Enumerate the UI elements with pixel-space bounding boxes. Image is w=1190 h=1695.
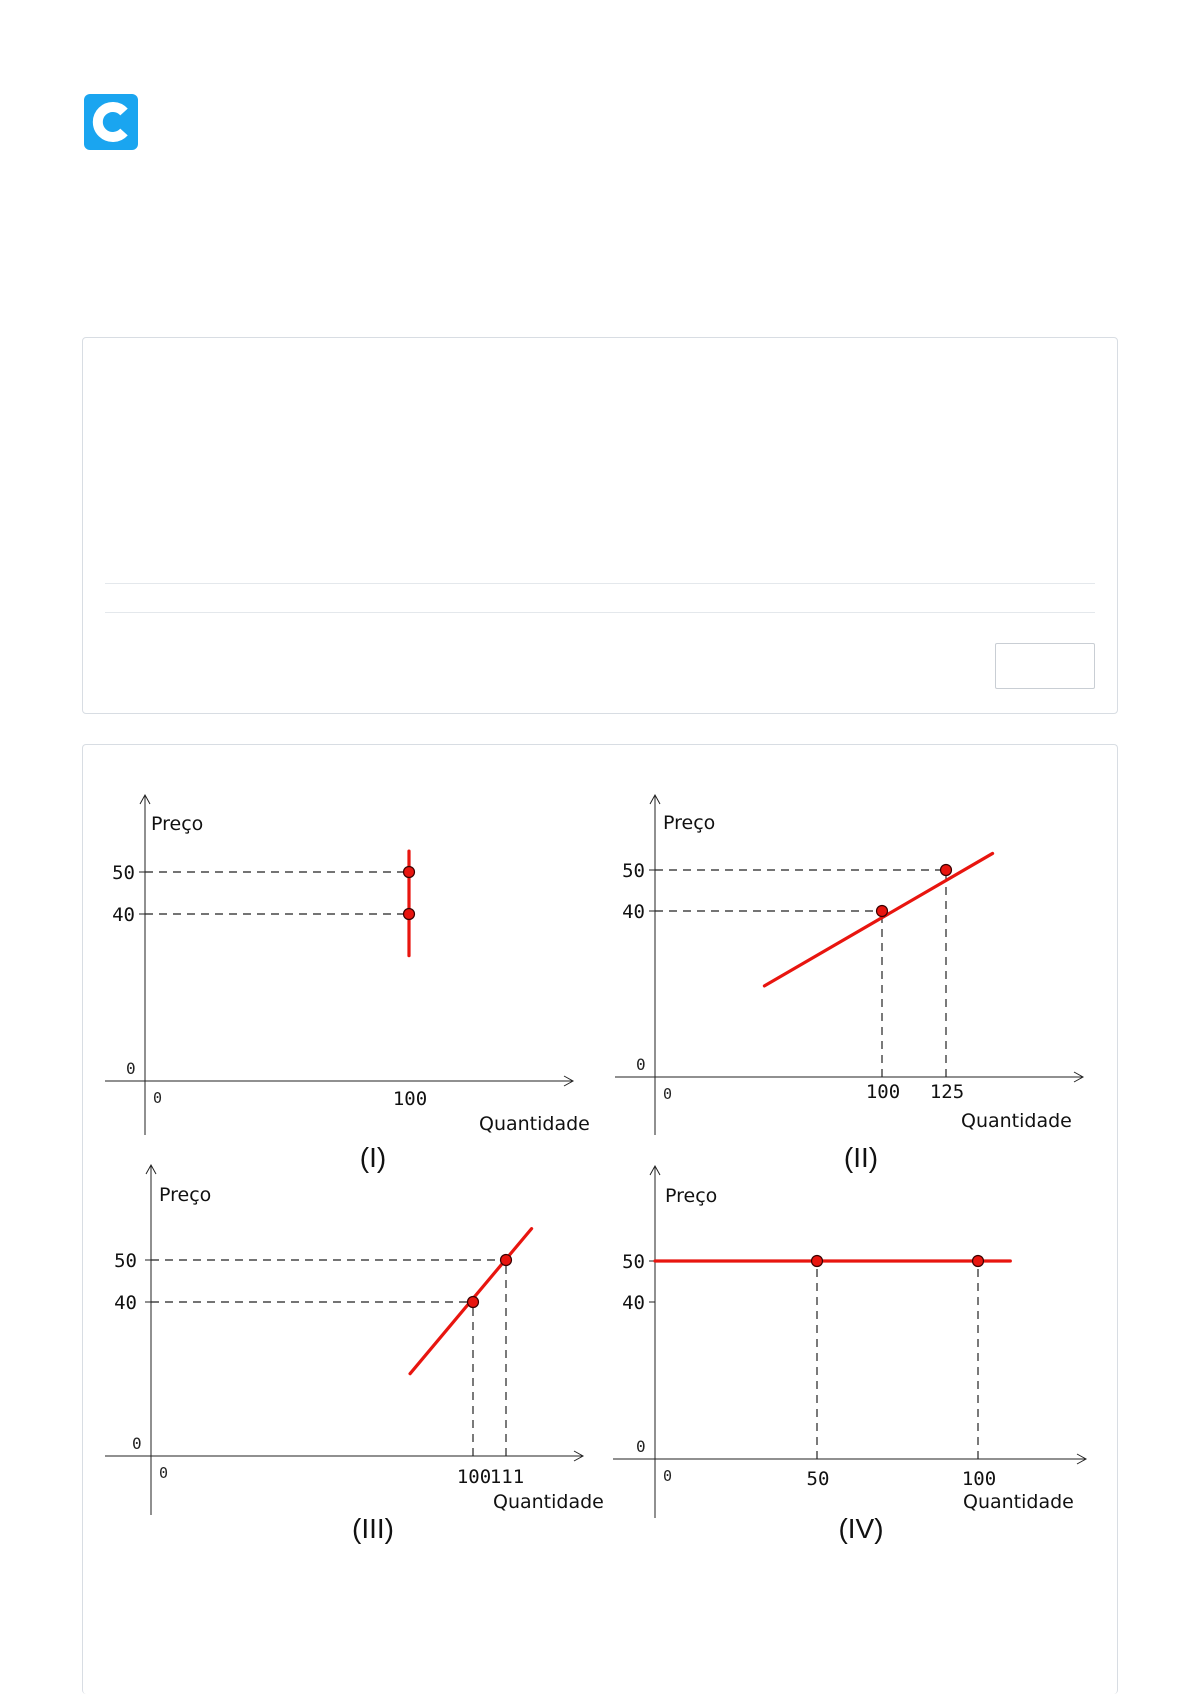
data-point	[973, 1256, 984, 1267]
origin-y-label: 0	[132, 1434, 142, 1453]
chart-caption: (II)	[843, 1142, 879, 1173]
x-tick-label: 50	[806, 1468, 830, 1490]
chart-caption: (IV)	[838, 1513, 884, 1544]
supply-curve	[764, 853, 992, 985]
x-axis-title: Quantidade	[479, 1113, 590, 1135]
divider-bottom	[105, 612, 1095, 613]
origin-y-label: 0	[636, 1055, 646, 1074]
answer-button[interactable]	[995, 643, 1095, 689]
origin-x-label: 0	[159, 1464, 169, 1482]
y-tick-label: 40	[112, 904, 135, 926]
chart-panel-3	[105, 1165, 604, 1544]
y-tick-label: 40	[622, 1292, 645, 1314]
y-axis-title: Preço	[663, 812, 716, 834]
question-card	[82, 337, 1118, 714]
data-point	[941, 865, 952, 876]
x-axis-title: Quantidade	[961, 1110, 1072, 1132]
y-axis-title: Preço	[151, 813, 204, 835]
x-tick-label: 111	[489, 1466, 525, 1488]
x-tick-label: 125	[929, 1081, 965, 1103]
y-tick-label: 40	[114, 1292, 137, 1314]
c-logo-icon	[84, 94, 138, 150]
y-tick-label: 50	[112, 862, 135, 884]
origin-x-label: 0	[153, 1089, 163, 1107]
y-axis-title: Preço	[665, 1185, 718, 1207]
data-point	[468, 1297, 479, 1308]
data-point	[812, 1256, 823, 1267]
supply-charts	[83, 745, 1119, 1695]
y-tick-label: 50	[622, 860, 645, 882]
divider-top	[105, 583, 1095, 584]
x-tick-label: 100	[865, 1081, 901, 1103]
y-axis-title: Preço	[159, 1184, 212, 1206]
x-tick-label: 100	[392, 1088, 428, 1110]
y-tick-label: 50	[622, 1251, 645, 1273]
chart-panel-2	[615, 795, 1083, 1173]
origin-x-label: 0	[663, 1467, 673, 1485]
origin-y-label: 0	[126, 1059, 136, 1078]
x-axis-title: Quantidade	[493, 1491, 604, 1513]
origin-x-label: 0	[663, 1085, 673, 1103]
data-point	[404, 909, 415, 920]
data-point	[404, 867, 415, 878]
chart-panel-1	[105, 795, 590, 1173]
origin-y-label: 0	[636, 1437, 646, 1456]
data-point	[877, 906, 888, 917]
chart-caption: (III)	[352, 1513, 394, 1544]
charts-card	[82, 744, 1118, 1694]
x-axis-title: Quantidade	[963, 1491, 1074, 1513]
x-tick-label: 100	[961, 1468, 997, 1490]
chart-caption: (I)	[359, 1142, 387, 1173]
data-point	[501, 1255, 512, 1266]
y-tick-label: 50	[114, 1250, 137, 1272]
y-tick-label: 40	[622, 901, 645, 923]
x-tick-label: 100	[456, 1466, 492, 1488]
chart-panel-4	[613, 1166, 1086, 1544]
